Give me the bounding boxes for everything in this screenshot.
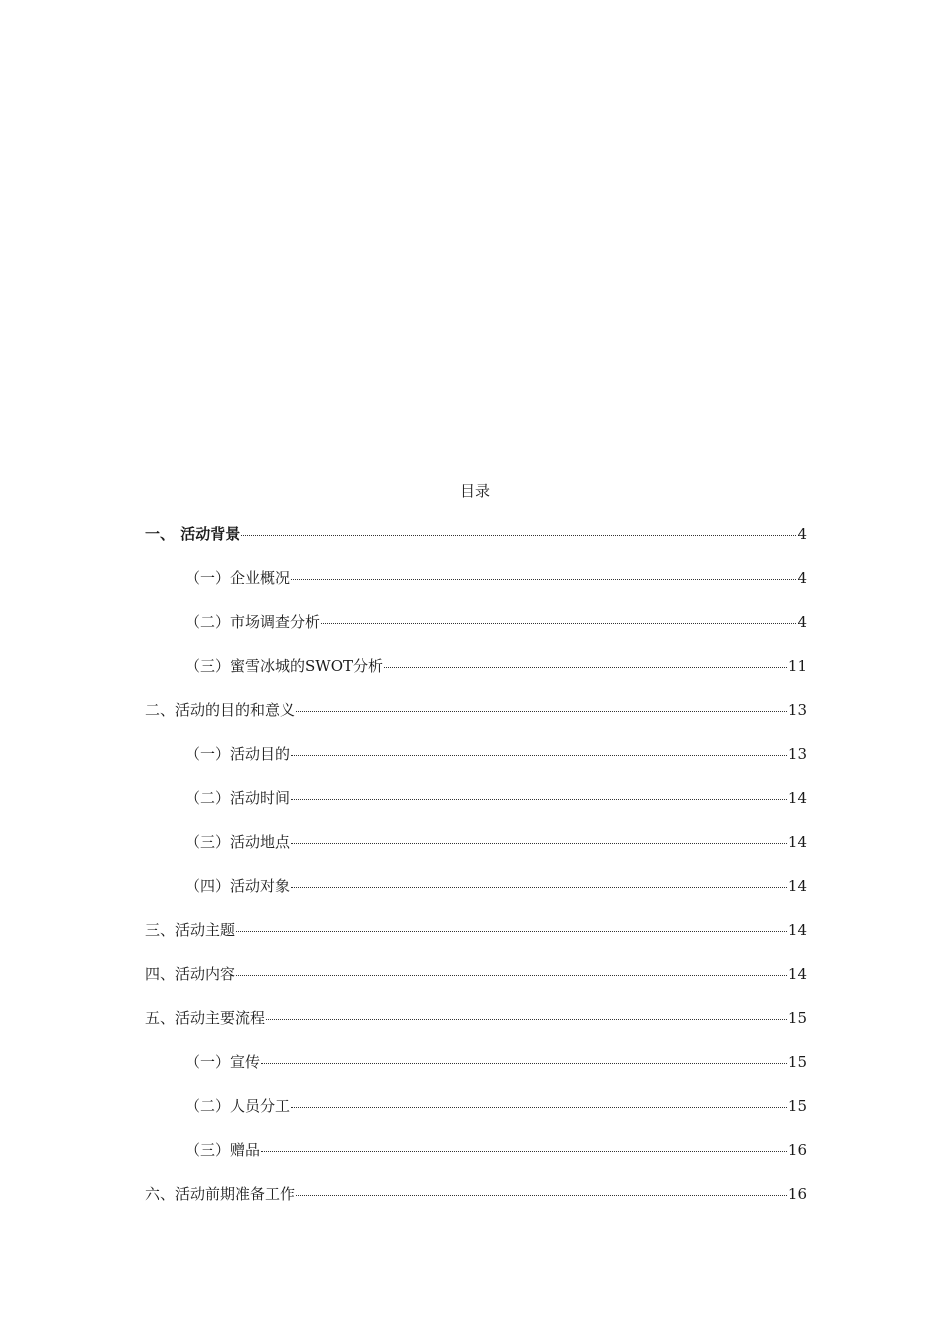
dot-leader	[266, 1018, 787, 1020]
toc-entry-page: 15	[787, 1097, 807, 1115]
toc-entry-label: 一、 活动背景	[145, 525, 241, 543]
toc-entry[interactable]	[145, 699, 807, 743]
toc-entry-page: 4	[797, 569, 807, 587]
toc-entry[interactable]	[145, 523, 807, 567]
dot-leader	[296, 1194, 787, 1196]
dot-leader	[236, 930, 787, 932]
toc-entry-page: 4	[797, 613, 807, 631]
dot-leader	[236, 974, 787, 976]
dot-leader	[241, 534, 796, 536]
dot-leader	[291, 754, 787, 756]
toc-entry-label: 六、活动前期准备工作	[145, 1185, 296, 1203]
toc-entry[interactable]	[145, 567, 807, 611]
toc-entry-page: 16	[787, 1141, 807, 1159]
toc-entry-page: 13	[787, 701, 807, 719]
toc-entry-page: 16	[787, 1185, 807, 1203]
toc-entry-label: （三）赠品	[185, 1141, 261, 1159]
toc-entry-page: 4	[797, 525, 807, 543]
toc-entry-page: 13	[787, 745, 807, 763]
toc-entry-label: （二）活动时间	[185, 789, 291, 807]
toc-entry[interactable]	[145, 1007, 807, 1051]
dot-leader	[296, 710, 787, 712]
toc-entry-label: （二）人员分工	[185, 1097, 291, 1115]
toc-entry-page: 14	[787, 877, 807, 895]
dot-leader	[291, 1106, 787, 1108]
toc-entry-page: 15	[787, 1053, 807, 1071]
toc-entry-label: （二）市场调查分析	[185, 613, 321, 631]
toc-entry-page: 14	[787, 833, 807, 851]
toc-entry[interactable]	[145, 831, 807, 875]
toc-entry-label: 五、活动主要流程	[145, 1009, 266, 1027]
toc-entry-page: 15	[787, 1009, 807, 1027]
toc-entry[interactable]	[145, 1051, 807, 1095]
dot-leader	[261, 1062, 787, 1064]
toc-entry-label: （三）活动地点	[185, 833, 291, 851]
toc-entry-label: （三）蜜雪冰城的SWOT分析	[185, 657, 383, 675]
toc-entry-label: 四、活动内容	[145, 965, 236, 983]
dot-leader	[321, 622, 796, 624]
toc-entry-label: （一）宣传	[185, 1053, 261, 1071]
toc-entry-page: 11	[787, 657, 807, 675]
dot-leader	[261, 1150, 787, 1152]
toc-title: 目录	[459, 482, 490, 500]
toc-entry-page: 14	[787, 921, 807, 939]
toc-entry-page: 14	[787, 789, 807, 807]
toc-entry[interactable]	[145, 1095, 807, 1139]
toc-entry-label: 三、活动主题	[145, 921, 236, 939]
toc-entry-label: 二、活动的目的和意义	[145, 701, 296, 719]
toc-entry-page: 14	[787, 965, 807, 983]
table-of-contents	[145, 523, 807, 1227]
toc-entry[interactable]	[145, 919, 807, 963]
dot-leader	[291, 578, 796, 580]
toc-entry[interactable]	[145, 743, 807, 787]
toc-entry[interactable]	[145, 1139, 807, 1183]
toc-entry[interactable]	[145, 875, 807, 919]
toc-entry[interactable]	[145, 963, 807, 1007]
dot-leader	[291, 798, 787, 800]
toc-entry[interactable]	[145, 655, 807, 699]
toc-entry[interactable]	[145, 787, 807, 831]
toc-entry-label: （一）活动目的	[185, 745, 291, 763]
dot-leader	[291, 886, 787, 888]
toc-entry-label: （一）企业概况	[185, 569, 291, 587]
toc-entry[interactable]	[145, 1183, 807, 1227]
toc-entry[interactable]	[145, 611, 807, 655]
dot-leader	[291, 842, 787, 844]
dot-leader	[384, 666, 787, 668]
toc-entry-label: （四）活动对象	[185, 877, 291, 895]
